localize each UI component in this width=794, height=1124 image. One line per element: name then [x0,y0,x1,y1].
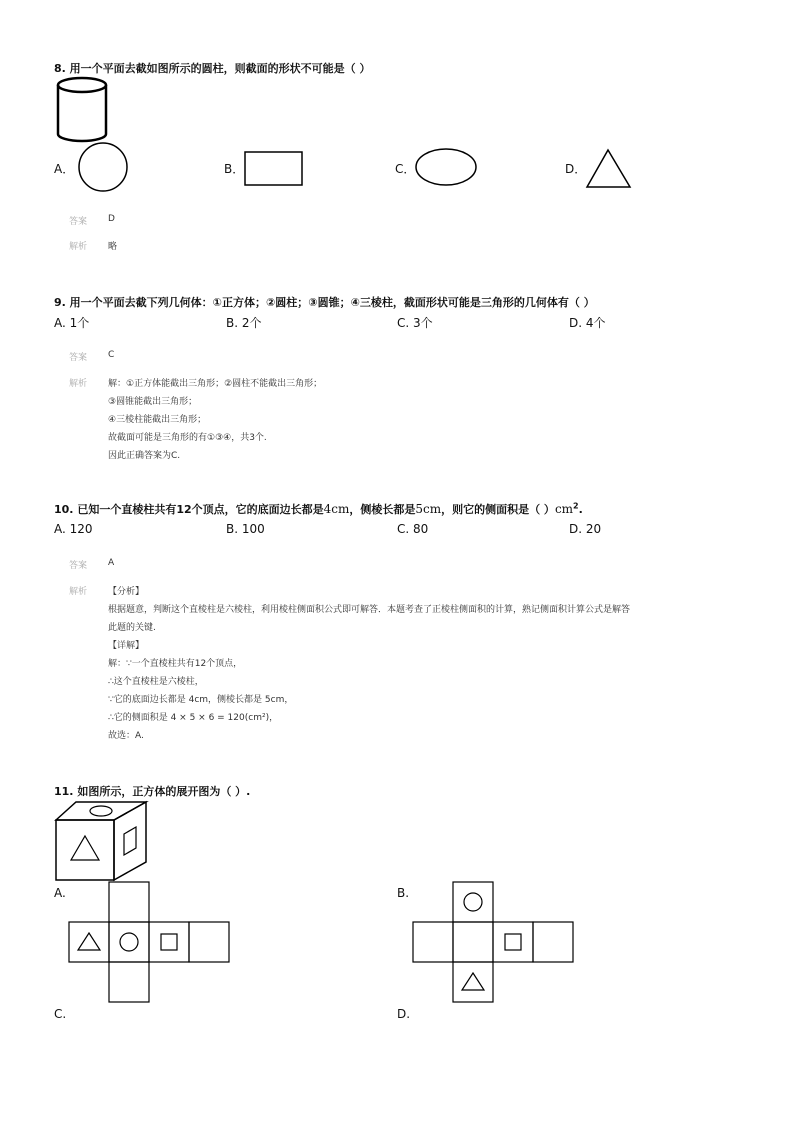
q9-option-c: C. 3个 [397,316,433,330]
q11-option-c: C. [54,1007,67,1021]
q11-stem: 11. 如图所示，正方体的展开图为（ ）. [54,785,251,798]
q8-option-d: D． [565,162,587,176]
q9-analysis-line: 解：①正方体能截出三角形；②圆柱不能截出三角形； [108,379,323,389]
q10-stem-b: ，侧棱长都是 [349,503,416,516]
q9-option-a: A. 1个 [54,316,90,330]
q9-analysis-line: 故截面可能是三角形的有①③④，共3个. [108,433,267,443]
q10-option-c: C. 80 [397,522,429,536]
net-a-figure [69,881,233,1005]
q11-option-d: D. [397,1007,411,1021]
q10-stem-c: ，则它的侧面积是（ ） [441,503,555,516]
cube-figure [54,800,150,882]
q10-stem-end: . [578,503,583,516]
q10-analysis-line: 根据题意，判断这个直棱柱是六棱柱，利用棱柱侧面积公式即可解答．本题考查了正棱柱侧面积的计算，熟记侧面积计算公式是解答 [108,605,631,615]
cylinder-figure [55,76,111,142]
q8-option-a: A． [54,162,75,176]
q9-stem: 9. 用一个平面去截下列几何体：①正方体；②圆柱；③圆锥；④三棱柱，截面形状可能是三角形的几何体有（ ） [54,296,595,309]
q10-stem-unit: cm [554,502,574,516]
q8-option-c: C． [395,162,416,176]
q10-analysis-line: 【分析】 [108,587,145,597]
q9-option-d: D. 4个 [569,316,606,330]
q9-analysis-line: ④三棱柱能截出三角形； [108,415,207,425]
q10-analysis-line: ∴它的侧面积是 4 × 5 × 6 = 120(cm²)， [108,713,279,723]
q9-analysis-line: ③圆锥能截出三角形； [108,397,198,407]
q10-analysis-line: ∵它的底面边长都是 4cm，侧棱长都是 5cm， [108,695,294,705]
q8-analysis: 略 [108,242,118,252]
q10-analysis-line: ∴这个直棱柱是六棱柱， [108,677,204,687]
q10-answer: A [108,558,115,568]
q10-stem-a: 10. 已知一个直棱柱共有12个顶点，它的底面边长都是 [54,503,324,516]
q8-answer-label: 答案 [69,217,88,227]
q9-analysis-label: 解析 [69,379,88,389]
q10-analysis-line: 故选：A. [108,731,144,741]
ellipse-shape [415,148,479,188]
triangle-shape [585,148,633,190]
q10-stem-v2: 5cm [415,502,442,516]
q10-option-a: A. 120 [54,522,93,536]
q10-option-b: B. 100 [226,522,265,536]
rectangle-shape [244,151,304,187]
q10-stem-exp: 2 [573,501,579,511]
circle-shape [78,142,130,194]
q9-analysis-line: 因此正确答案为C. [108,451,181,461]
q10-analysis-line: 【详解】 [108,641,145,651]
q9-answer-label: 答案 [69,353,88,363]
q10-option-d: D. 20 [569,522,602,536]
q11-option-a: A. [54,886,66,900]
q11-option-b: B. [397,886,410,900]
q8-stem: 8. 用一个平面去截如图所示的圆柱，则截面的形状不可能是（ ） [54,62,371,75]
q10-stem-v1: 4cm [323,502,350,516]
q10-stem [54,501,583,517]
net-b-figure [413,881,577,1005]
q8-answer: D [108,214,115,224]
q8-option-b: B． [224,162,245,176]
q10-analysis-label: 解析 [69,587,88,597]
q8-analysis-label: 解析 [69,242,88,252]
q10-answer-label: 答案 [69,561,88,571]
q9-answer: C [108,350,115,360]
q10-analysis-line: 解：∵一个直棱柱共有12个顶点， [108,659,243,669]
q10-analysis-line: 此题的关键. [108,623,156,633]
q9-option-b: B. 2个 [226,316,262,330]
